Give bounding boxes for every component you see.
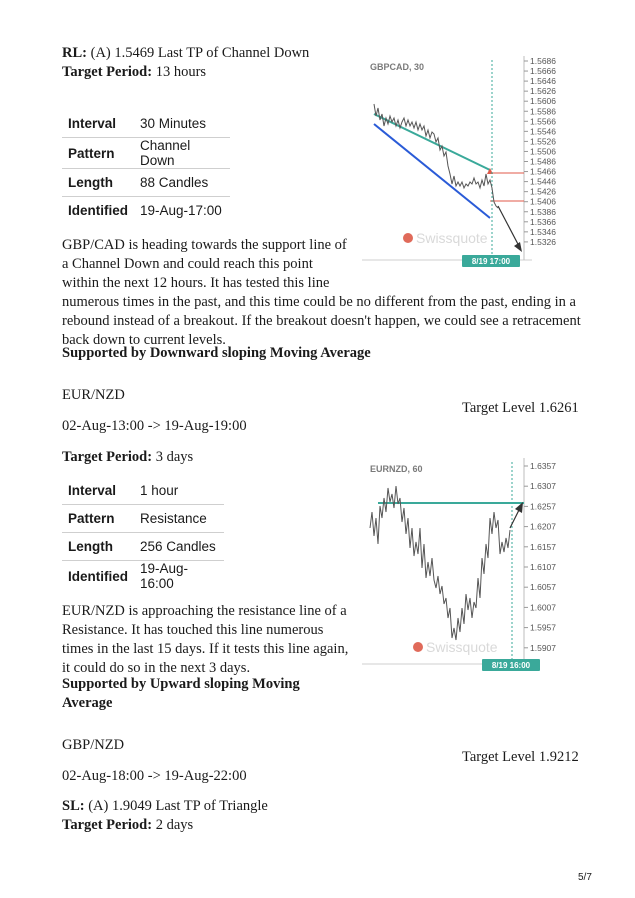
rl-label: RL:: [62, 45, 87, 61]
pair-name: GBP/NZD: [62, 737, 125, 753]
analysis-paragraph: GBP/CAD is heading towards the support line of a Channel Down and could reach this point within the next 12 hours. It has tested this line numerous times in the past, and this time could be no different from the past, ending in a rebound instead of a breakout. If the breakout doesn't happen, we could see a retracement back down to current levels.: [62, 237, 581, 348]
axis-tick-label: 1.5666: [530, 66, 556, 77]
axis-tick-label: 1.6057: [530, 582, 556, 593]
axis-tick-label: 1.6207: [530, 521, 556, 532]
axis-tick-label: 1.5686: [530, 56, 556, 66]
table-row: Identified 19-Aug-17:00: [68, 203, 222, 218]
projection-arrow: [498, 206, 520, 248]
axis-tick-label: 1.6007: [530, 602, 556, 613]
target-period-value: 3 days: [155, 449, 194, 465]
chart-symbol: EURNZD, 60: [370, 464, 423, 474]
table-row: Length 88 Candles: [62, 169, 230, 197]
target-period-label: Target Period:: [62, 64, 153, 80]
target-period-label: Target Period:: [62, 817, 153, 833]
brand-watermark: Swissquote: [416, 230, 488, 246]
axis-tick-label: 1.5366: [530, 216, 556, 227]
axis-tick-label: 1.6357: [530, 461, 556, 471]
axis-tick-label: 1.5406: [530, 196, 556, 207]
page-number: 5/7: [578, 872, 592, 883]
axis-tick-label: 1.5626: [530, 86, 556, 97]
target-period-line: [62, 63, 206, 82]
pattern-info-table: [62, 477, 224, 591]
axis-tick-label: 1.5646: [530, 76, 556, 87]
target-period-label: Target Period:: [62, 449, 153, 465]
brand-watermark: Swissquote: [426, 639, 498, 655]
axis-tick-label: 1.5606: [530, 96, 556, 107]
table-row: Pattern Channel Down: [62, 138, 230, 169]
time-label: 8/19 17:00: [471, 257, 511, 266]
axis-tick-label: 1.5506: [530, 146, 556, 157]
analysis-paragraph: EUR/NZD is approaching the resistance line of a Resistance. It has touched this line numerous times in the last 15 days. If it tests this line again, it could do so in the next 3 days.: [62, 603, 349, 676]
pattern-info-table: [62, 110, 230, 224]
channel-upper-line: [374, 114, 490, 170]
table-row: Interval 1 hour: [62, 477, 224, 505]
target-level: Target Level 1.9212: [462, 749, 579, 765]
axis-tick-label: 1.5466: [530, 166, 556, 177]
axis-tick-label: 1.5326: [530, 236, 556, 247]
table-row: Pattern Resistance: [62, 505, 224, 533]
axis-tick-label: 1.5486: [530, 156, 556, 167]
time-label: 8/19 16:00: [491, 661, 531, 670]
axis-tick-label: 1.6107: [530, 562, 556, 572]
axis-tick-label: 1.5566: [530, 116, 556, 127]
table-row: Identified 19-Aug-16:00: [68, 561, 189, 591]
axis-tick-label: 1.5546: [530, 126, 556, 137]
table-row: Length 256 Candles: [62, 533, 224, 561]
price-series: [374, 104, 498, 208]
axis-tick-label: 1.5586: [530, 106, 556, 117]
target-period-line: [62, 448, 193, 467]
axis-tick-label: 1.5446: [530, 176, 556, 187]
axis-tick-label: 1.5526: [530, 136, 556, 147]
support-note: Supported by Upward sloping Moving Average: [62, 676, 300, 711]
gbpcad-chart: [362, 56, 572, 268]
channel-lower-line: [374, 124, 490, 218]
rl-value: (A) 1.5469 Last TP of Channel Down: [90, 45, 310, 61]
eurnzd-chart: [362, 458, 572, 672]
axis-tick-label: 1.5386: [530, 206, 556, 217]
arrow-head-icon: [514, 242, 522, 252]
axis-tick-label: 1.6257: [530, 501, 556, 512]
axis-tick-label: 1.5907: [530, 642, 556, 653]
target-period-value: 13 hours: [155, 64, 207, 80]
sl-line: [62, 797, 268, 816]
support-note: Supported by Downward sloping Moving Average: [62, 345, 371, 361]
axis-tick-label: 1.6157: [530, 541, 556, 552]
price-series: [370, 486, 510, 640]
axis-tick-label: 1.5957: [530, 622, 556, 633]
target-period-value: 2 days: [155, 817, 194, 833]
date-range: 02-Aug-18:00 -> 19-Aug-22:00: [62, 768, 247, 784]
sl-label: SL:: [62, 798, 85, 814]
target-period-line: [62, 816, 193, 835]
rl-line: [62, 44, 309, 63]
axis-tick-label: 1.5426: [530, 186, 556, 197]
axis-tick-label: 1.6307: [530, 481, 556, 492]
table-row: Interval 30 Minutes: [62, 110, 230, 138]
pair-name: EUR/NZD: [62, 387, 125, 403]
sl-value: (A) 1.9049 Last TP of Triangle: [88, 798, 268, 814]
swissquote-logo-icon: [403, 233, 413, 243]
chart-symbol: GBPCAD, 30: [370, 62, 425, 72]
swissquote-logo-icon: [413, 642, 423, 652]
axis-tick-label: 1.5346: [530, 226, 556, 237]
target-level: Target Level 1.6261: [462, 400, 579, 416]
date-range: 02-Aug-13:00 -> 19-Aug-19:00: [62, 418, 247, 434]
